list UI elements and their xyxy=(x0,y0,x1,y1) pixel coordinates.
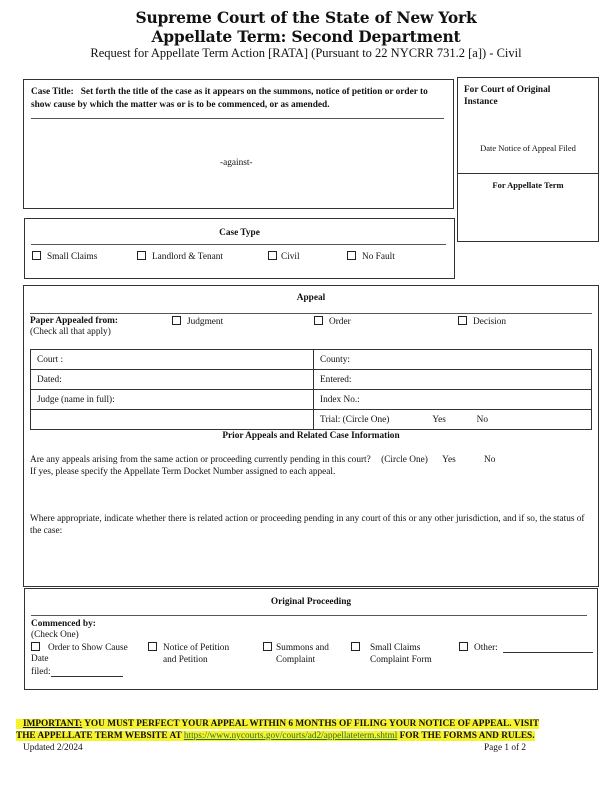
checkbox-icon[interactable] xyxy=(263,642,272,651)
important-label: IMPORTANT: xyxy=(22,719,83,729)
important-line-2: THE APPELLATE TERM WEBSITE AT https://www.nycourts.gov/courts/ad2/appellateterm.shtml FOR THE FORMS AND RULES. xyxy=(16,731,535,741)
court-name-heading: Supreme Court of the State of New York xyxy=(135,8,477,27)
case-title-box xyxy=(23,79,454,209)
court-field[interactable]: Court : xyxy=(31,350,314,370)
court-original-instance-box xyxy=(457,77,599,174)
related-status-input-area[interactable] xyxy=(30,540,590,580)
prior-appeals-title: Prior Appeals and Related Case Information xyxy=(222,431,400,441)
checkbox-icon[interactable] xyxy=(458,316,467,325)
case-type-title: Case Type xyxy=(219,228,260,238)
related-instruction: Where appropriate, indicate whether there is related action or proceeding pending in any court of this or any other jurisdiction, and if so, the status of the case: xyxy=(30,514,585,536)
appellate-term-website-link[interactable]: https://www.nycourts.gov/courts/ad2/appellateterm.shtml xyxy=(183,731,398,741)
commenced-by-hint: (Check One) xyxy=(31,630,79,640)
option-order-to-show-cause[interactable]: Order to Show Cause xyxy=(31,642,128,653)
department-heading: Appellate Term: Second Department xyxy=(151,27,461,46)
trial-no-option[interactable]: No xyxy=(476,414,489,425)
other-input[interactable] xyxy=(503,642,593,653)
appellate-term-box xyxy=(457,173,599,242)
paper-option-decision[interactable]: Decision xyxy=(458,316,506,327)
judge-field[interactable]: Judge (name in full): xyxy=(31,390,314,410)
paper-option-judgment[interactable]: Judgment xyxy=(172,316,223,327)
original-proceeding-divider xyxy=(31,615,587,616)
commenced-by-label: Commenced by: xyxy=(31,619,96,629)
empty-cell xyxy=(31,410,314,430)
checkbox-icon[interactable] xyxy=(459,642,468,651)
dated-field[interactable]: Dated: xyxy=(31,370,314,390)
circle-one-label: (Circle One) xyxy=(381,455,428,465)
option-notice-of-petition[interactable]: Notice of Petition and Petition xyxy=(148,642,229,666)
checkbox-icon[interactable] xyxy=(31,642,40,651)
index-no-field[interactable]: Index No.: xyxy=(314,390,592,410)
paper-option-order[interactable]: Order xyxy=(314,316,351,327)
important-line-1: IMPORTANT: YOU MUST PERFECT YOUR APPEAL WITHIN 6 MONTHS OF FILING YOUR NOTICE OF APPEAL. VISIT xyxy=(16,719,539,729)
updated-date: Updated 2/2024 xyxy=(23,743,83,753)
option-other[interactable]: Other: xyxy=(459,642,593,653)
checkbox-icon[interactable] xyxy=(137,251,146,260)
trial-field: Trial: (Circle One) Yes No xyxy=(314,410,592,430)
option-small-claims-complaint[interactable]: Small Claims Complaint Form xyxy=(351,642,432,666)
table-row xyxy=(31,370,592,390)
checkbox-icon[interactable] xyxy=(314,316,323,325)
court-original-instance-label: For Court of Original Instance xyxy=(464,85,551,107)
form-subtitle: Request for Appellate Term Action [RATA] (Pursuant to 22 NYCRR 731.2 [a]) - Civil xyxy=(90,46,522,60)
case-type-option-civil[interactable]: Civil xyxy=(268,251,300,262)
date-label: Date xyxy=(31,654,49,664)
appeal-box xyxy=(23,285,599,587)
appellate-term-input-area[interactable] xyxy=(462,196,594,238)
pending-no-option[interactable]: No xyxy=(484,455,496,465)
appeal-title: Appeal xyxy=(296,293,326,303)
appeal-divider xyxy=(30,313,592,314)
case-type-box xyxy=(24,218,455,279)
case-type-option-landlord-tenant[interactable]: Landlord & Tenant xyxy=(137,251,223,262)
county-field[interactable]: County: xyxy=(314,350,592,370)
table-row xyxy=(31,350,592,370)
date-notice-input-area[interactable] xyxy=(462,110,594,138)
checkbox-icon[interactable] xyxy=(347,251,356,260)
option-summons-and-complaint[interactable]: Summons and Complaint xyxy=(263,642,329,666)
original-proceeding-box xyxy=(24,588,598,690)
table-row xyxy=(31,410,592,430)
date-filed-row xyxy=(31,666,123,677)
case-title-label: Case Title: xyxy=(31,87,74,97)
checkbox-icon[interactable] xyxy=(268,251,277,260)
important-notice xyxy=(16,718,596,742)
filed-label: filed: xyxy=(31,667,51,677)
appeal-details-table xyxy=(30,349,592,430)
docket-instruction: If yes, please specify the Appellate Term Docket Number assigned to each appeal. xyxy=(30,467,336,477)
pending-yes-option[interactable]: Yes xyxy=(442,455,456,465)
pending-question: Are any appeals arising from the same action or proceeding currently pending in this court? xyxy=(30,455,371,465)
case-title-divider xyxy=(31,118,444,119)
case-title-instructions xyxy=(31,86,441,111)
checkbox-icon[interactable] xyxy=(172,316,181,325)
docket-input-area[interactable] xyxy=(30,481,590,509)
page-number: Page 1 of 2 xyxy=(484,743,527,753)
checkbox-icon[interactable] xyxy=(32,251,41,260)
entered-field[interactable]: Entered: xyxy=(314,370,592,390)
pending-question-row xyxy=(30,455,590,465)
date-filed-input[interactable] xyxy=(51,666,123,677)
paper-appealed-hint: (Check all that apply) xyxy=(30,327,111,337)
original-proceeding-title: Original Proceeding xyxy=(270,597,352,607)
case-type-divider xyxy=(31,244,446,245)
trial-yes-option[interactable]: Yes xyxy=(432,414,446,425)
case-type-option-small-claims[interactable]: Small Claims xyxy=(32,251,97,262)
date-notice-label: Date Notice of Appeal Filed xyxy=(480,143,576,153)
case-title-text: Set forth the title of the case as it appears on the summons, notice of petition or order to show cause by which the matter was or is to be commenced, or as amended. xyxy=(31,87,428,110)
case-type-option-no-fault[interactable]: No Fault xyxy=(347,251,395,262)
paper-appealed-label: Paper Appealed from: xyxy=(30,316,118,326)
against-label: -against- xyxy=(220,158,253,168)
checkbox-icon[interactable] xyxy=(148,642,157,651)
checkbox-icon[interactable] xyxy=(351,642,360,651)
table-row xyxy=(31,390,592,410)
appellate-term-label: For Appellate Term xyxy=(492,180,564,190)
